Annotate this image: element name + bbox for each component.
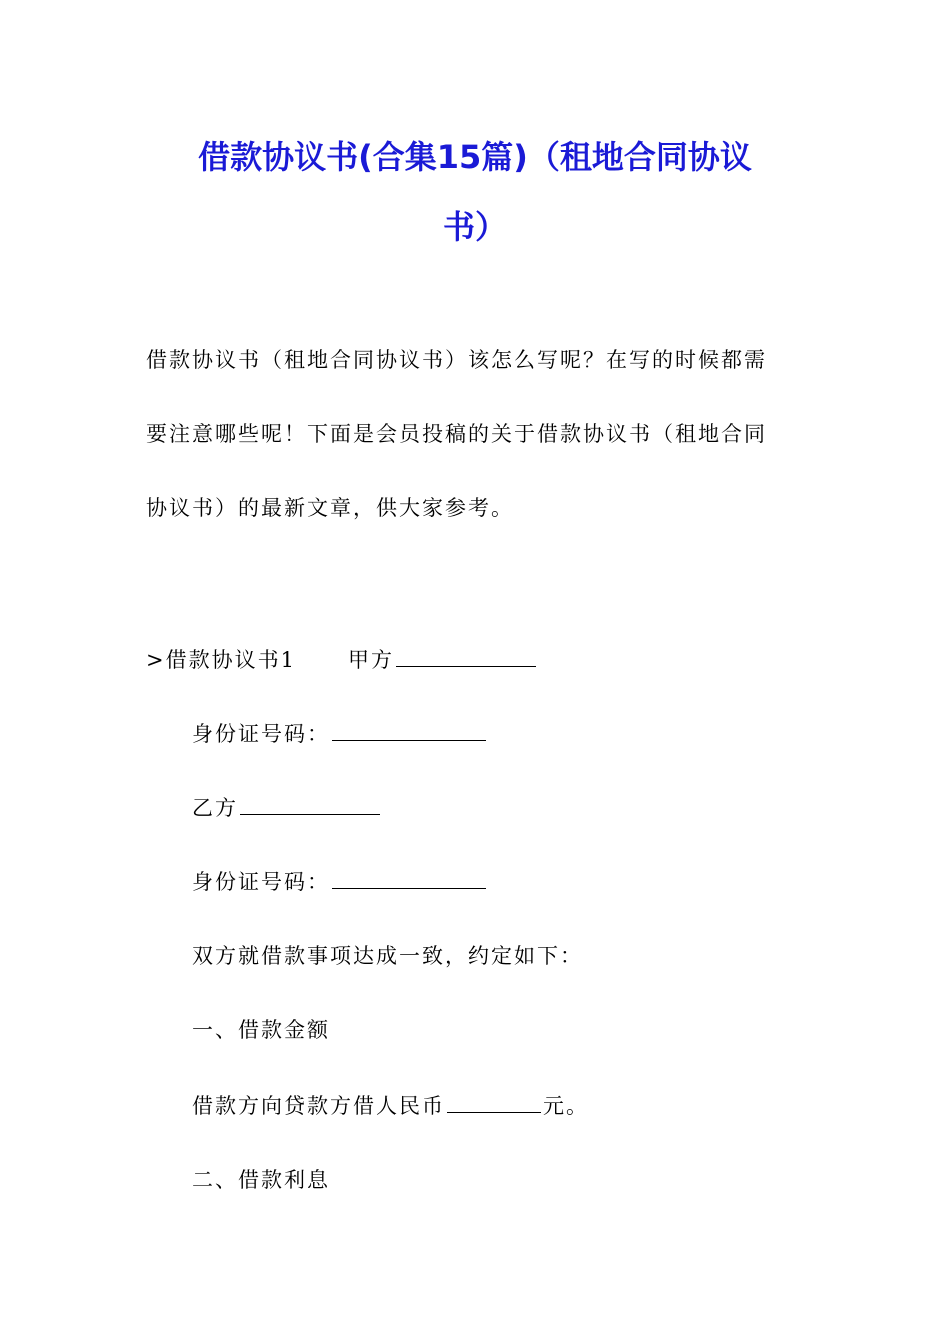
id-b-line: [192, 866, 486, 896]
intro-line-3: 协议书）的最新文章，供大家参考。: [146, 496, 514, 520]
intro-line-2: 要注意哪些呢！下面是会员投稿的关于借款协议书（租地合同: [146, 422, 767, 446]
document-title-line-2: 书）: [442, 208, 507, 246]
section-1-text-before: 借款方向贷款方借人民币: [192, 1094, 445, 1118]
section-1-text-after: 元。: [543, 1094, 589, 1118]
agreement-heading: >借款协议书1: [146, 648, 296, 672]
id-a-blank: [332, 720, 486, 741]
section-2-title: 二、借款利息: [192, 1168, 330, 1192]
id-a-label: 身份证号码：: [192, 722, 330, 746]
document-title-line-1: 借款协议书(合集15篇)（租地合同协议: [198, 138, 752, 176]
id-b-label: 身份证号码：: [192, 870, 330, 894]
party-a-label: 甲方: [347, 648, 394, 672]
id-b-blank: [332, 868, 486, 889]
party-b-blank: [240, 794, 380, 815]
agreement-intro: 双方就借款事项达成一致，约定如下：: [192, 944, 583, 968]
party-a-blank: [396, 646, 536, 667]
party-b-line: [192, 792, 380, 822]
amount-blank: [447, 1092, 541, 1113]
section-1-title: 一、借款金额: [192, 1018, 330, 1042]
section-1-text: [192, 1090, 589, 1120]
agreement-heading-line: [146, 644, 536, 674]
id-a-line: [192, 718, 486, 748]
intro-line-1: 借款协议书（租地合同协议书）该怎么写呢？在写的时候都需: [146, 348, 767, 372]
party-b-label: 乙方: [192, 796, 238, 820]
